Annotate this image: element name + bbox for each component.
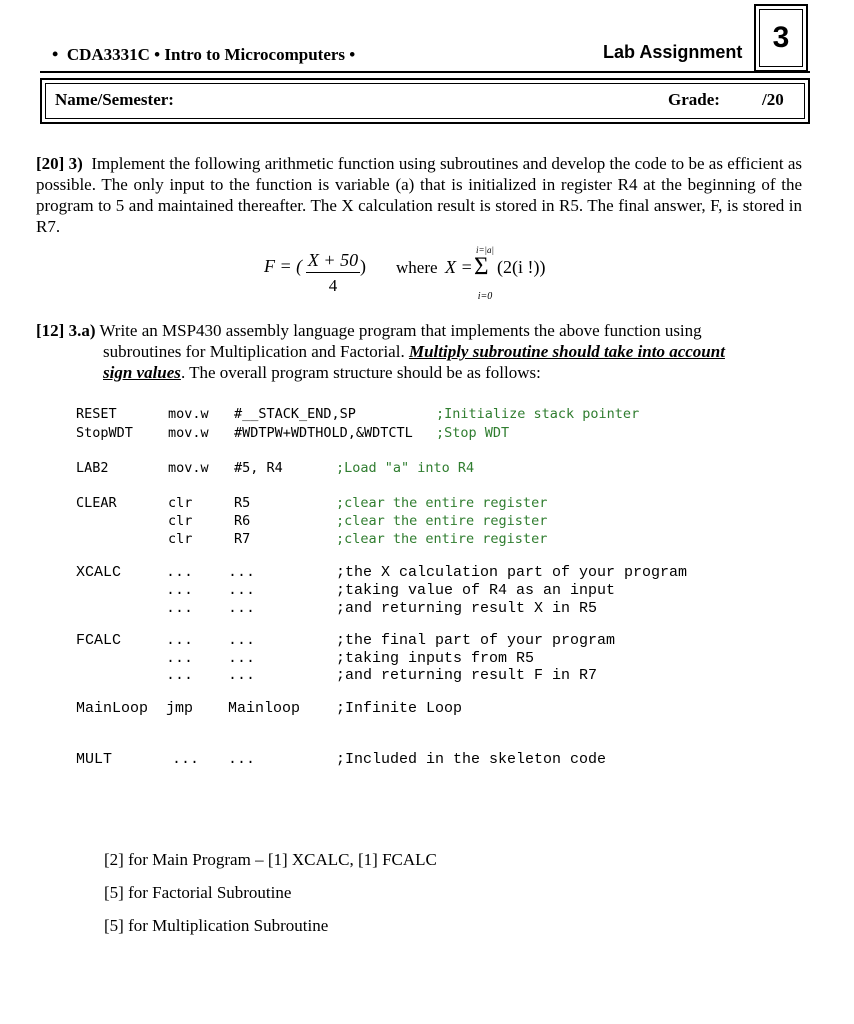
course-header — [52, 44, 355, 65]
code-args: #5, R4 — [234, 460, 283, 476]
code-args: ... — [228, 600, 256, 617]
header-divider — [40, 71, 810, 73]
bullet-icon: • — [349, 45, 356, 64]
part-a-line2-plain: subroutines for Multiplication and Factorial. — [103, 342, 405, 361]
code-comment: ;Load "a" into R4 — [336, 460, 475, 476]
code-op: clr — [168, 513, 193, 529]
bullet-icon: • — [154, 45, 161, 64]
code-label-mult: MULT — [76, 751, 113, 768]
code-label-stopwdt: StopWDT — [76, 425, 133, 441]
code-comment: ;the final part of your program — [336, 632, 616, 649]
code-comment: ;and returning result X in R5 — [336, 600, 598, 617]
grading-item: [2] for Main Program – [1] XCALC, [1] FCALC — [104, 850, 437, 869]
grade-total: /20 — [762, 90, 784, 109]
code-comment: ;Infinite Loop — [336, 700, 463, 717]
code-args: ... — [228, 650, 256, 667]
course-title: Intro to Microcomputers — [164, 45, 346, 64]
code-op: jmp — [166, 700, 194, 717]
code-comment: ;the X calculation part of your program — [336, 564, 688, 581]
formula-f-prefix: F = ( — [264, 256, 303, 276]
code-op: mov.w — [168, 406, 209, 422]
code-comment: ;taking value of R4 as an input — [336, 582, 616, 599]
code-op: mov.w — [168, 460, 209, 476]
code-args: R6 — [234, 513, 251, 529]
code-op: ... — [166, 667, 194, 684]
code-args: ... — [228, 751, 256, 768]
part-a-line3-emphasis: sign values — [103, 363, 181, 382]
formula-f-suffix: ) — [360, 256, 366, 276]
formula-denominator: 4 — [328, 276, 338, 295]
code-label-lab2: LAB2 — [76, 460, 109, 476]
part-a-heading-line — [36, 320, 802, 341]
part-a-line2-emphasis: Multiply subroutine should take into account — [408, 342, 725, 361]
code-op: clr — [168, 495, 193, 511]
code-op: mov.w — [168, 425, 209, 441]
name-semester-label: Name/Semester: — [55, 90, 174, 109]
problem-statement — [36, 153, 802, 237]
code-comment: ;clear the entire register — [336, 513, 548, 529]
code-args: ... — [228, 582, 256, 599]
fraction-bar — [306, 272, 360, 273]
formula-x-prefix: X = — [445, 257, 473, 277]
bullet-icon: • — [52, 44, 59, 64]
code-comment: ;Initialize stack pointer — [436, 406, 640, 422]
sigma-symbol: Σ — [474, 253, 489, 280]
code-args: #WDTPW+WDTHOLD,&WDTCTL — [234, 425, 413, 441]
code-op: ... — [166, 632, 194, 649]
part-a-line1: Write an MSP430 assembly language program that implements the above function using — [99, 321, 702, 340]
code-comment: ;clear the entire register — [336, 531, 548, 547]
code-args: ... — [228, 632, 256, 649]
part-a-continuation — [103, 341, 803, 383]
problem-heading: [20] 3) — [36, 154, 83, 173]
lab-title: Lab Assignment — [603, 42, 743, 62]
formula-where: where — [396, 258, 438, 277]
code-label-fcalc: FCALC — [76, 632, 122, 649]
course-code: CDA3331C — [66, 45, 150, 64]
code-comment: ;Stop WDT — [436, 425, 510, 441]
code-op: ... — [166, 564, 194, 581]
code-args: #__STACK_END,SP — [234, 406, 356, 422]
code-op: ... — [166, 582, 194, 599]
code-op: ... — [166, 650, 194, 667]
sum-upper-limit: i=|a| — [475, 245, 495, 255]
lab-number-box — [754, 4, 808, 72]
part-a-heading: [12] 3.a) — [36, 321, 96, 340]
part-a-line3-plain: . The overall program structure should be as follows: — [180, 363, 541, 382]
formula-numerator: X + 50 — [307, 250, 359, 270]
code-label-clear: CLEAR — [76, 495, 117, 511]
problem-text: Implement the following arithmetic function using subroutines and develop the code to be as efficient as possible. The only input to the function is variable (a) that is initialized in register R4 at the beginning of the program to 5 and maintained thereafter. The X calculation result is stored in R5. The final answer, F, is stored in R7. — [36, 154, 802, 236]
lab-number: 3 — [759, 9, 803, 67]
sum-lower-limit: i=0 — [477, 291, 493, 302]
code-label-xcalc: XCALC — [76, 564, 122, 581]
code-label-mainloop: MainLoop — [76, 700, 149, 717]
code-comment: ;clear the entire register — [336, 495, 548, 511]
code-args: R5 — [234, 495, 251, 511]
code-args: ... — [228, 564, 256, 581]
code-comment: ;and returning result F in R7 — [336, 667, 598, 684]
code-op: clr — [168, 531, 193, 547]
code-op: ... — [166, 600, 194, 617]
code-label-reset: RESET — [76, 406, 117, 422]
code-args: R7 — [234, 531, 251, 547]
grade-label: Grade: — [668, 90, 720, 109]
code-comment: ;taking inputs from R5 — [336, 650, 535, 667]
grading-item: [5] for Factorial Subroutine — [104, 883, 292, 902]
code-comment: ;Included in the skeleton code — [336, 751, 607, 768]
grading-item: [5] for Multiplication Subroutine — [104, 916, 329, 935]
code-args: Mainloop — [228, 700, 301, 717]
code-op: ... — [172, 751, 200, 768]
code-args: ... — [228, 667, 256, 684]
formula-term: (2(i !)) — [497, 257, 546, 277]
